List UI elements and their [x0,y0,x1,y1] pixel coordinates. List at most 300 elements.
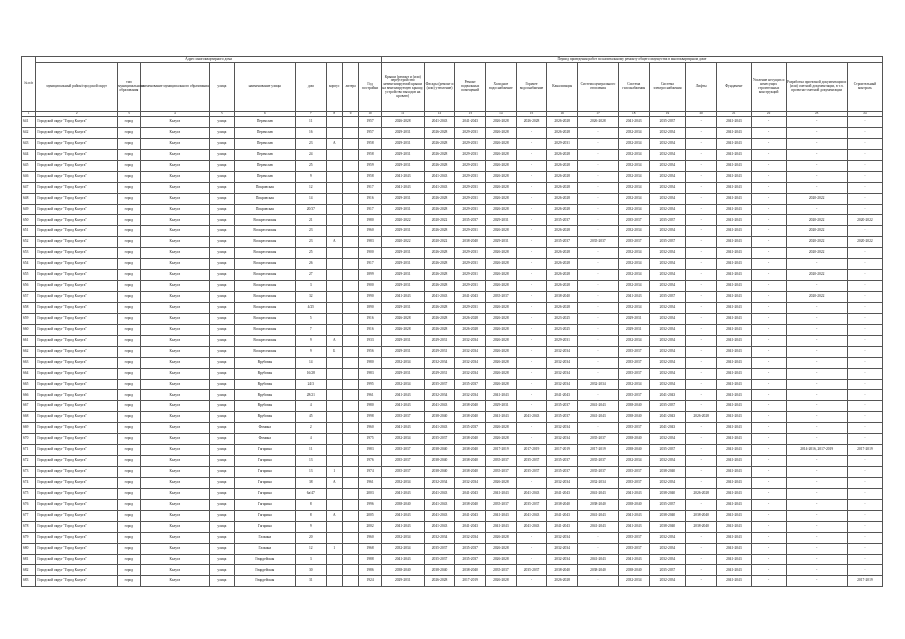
table-cell [326,412,342,423]
table-cell: 657 [22,292,36,303]
table-cell: 2029-2031 [381,302,424,313]
table-cell: - [847,127,882,138]
table-cell: Б [326,346,342,357]
table-cell: - [686,324,717,335]
table-row [22,215,883,226]
table-cell: 2032-2034 [618,182,649,193]
table-cell: 2041-2043 [717,138,752,149]
table-cell: 23 [295,237,326,248]
table-cell: 2029-2031 [547,335,578,346]
col-header-cold-water: Холодное водоснабжение [486,63,517,112]
table-cell [342,401,358,412]
column-number-cell: 17 [578,112,619,117]
table-cell: Покровская [234,182,295,193]
table-cell: 3 [295,281,326,292]
table-cell: 2035-2037 [516,565,547,576]
table-cell: - [686,204,717,215]
table-cell: - [578,193,619,204]
table-cell: Переяслав [234,117,295,128]
table-cell: 2032-2034 [547,346,578,357]
table-cell: 2035-2037 [649,401,686,412]
table-cell: Городской округ "Город Калуга" [36,445,118,456]
table-cell: улица [210,434,235,445]
table-cell: Городской округ "Город Калуга" [36,401,118,412]
table-cell: - [786,281,847,292]
table-cell: 2032-2034 [547,477,578,488]
table-cell: - [847,270,882,281]
table-cell: - [847,499,882,510]
table-cell: - [751,171,786,182]
table-cell [342,117,358,128]
table-cell: 2041-2043 [424,171,455,182]
table-cell [342,499,358,510]
table-cell: А [326,237,342,248]
table-cell: - [686,357,717,368]
table-cell: 2032-2034 [547,379,578,390]
table-row [22,434,883,445]
table-cell: 2041-2043 [424,182,455,193]
table-cell: 669 [22,423,36,434]
table-cell: 2032-2034 [649,160,686,171]
table-cell: 2026-2028 [424,302,455,313]
table-cell: 2041-2043 [618,521,649,532]
table-cell: улица [210,445,235,456]
column-number-cell: 12 [424,112,455,117]
table-cell: город [118,565,140,576]
table-cell: 1980 [359,401,381,412]
table-cell: - [578,335,619,346]
table-cell: 2020-2022 [786,270,847,281]
table-cell: Калуга [140,117,210,128]
table-cell [342,357,358,368]
table-cell: - [847,313,882,324]
table-cell: 2026-2028 [486,576,517,587]
table-cell: 2041-2043 [717,434,752,445]
table-cell: - [516,149,547,160]
table-cell: 2029-2031 [381,281,424,292]
table-cell: 2026-2028 [578,117,619,128]
table-cell: - [751,324,786,335]
table-row [22,335,883,346]
table-cell: город [118,248,140,259]
table-cell: 2035-2037 [486,467,517,478]
table-cell: город [118,357,140,368]
table-cell: - [578,138,619,149]
table-cell: 2026-2028 [486,346,517,357]
table-cell: 2026-2028 [486,324,517,335]
table-cell: - [751,248,786,259]
table-cell [326,456,342,467]
table-cell: 2032-2034 [381,477,424,488]
table-cell: Воскресенская [234,215,295,226]
table-cell: - [847,335,882,346]
table-cell [326,248,342,259]
table-cell: Городской округ "Город Калуга" [36,390,118,401]
table-cell: - [847,543,882,554]
table-cell: Городской округ "Город Калуга" [36,160,118,171]
table-cell: 9 [295,171,326,182]
table-cell: 2032-2034 [455,346,486,357]
table-cell: улица [210,171,235,182]
table-cell: 2038-2040 [424,456,455,467]
table-cell: 2032-2034 [424,477,455,488]
table-cell: - [786,302,847,313]
table-cell: Калуга [140,138,210,149]
table-cell: 2026-2028 [424,270,455,281]
table-cell: 2032-2034 [547,554,578,565]
table-cell: 1900 [359,281,381,292]
table-cell: 2032-2034 [547,532,578,543]
table-cell: 2041-2043 [717,576,752,587]
table-cell: 2026-2028 [486,204,517,215]
column-number-cell: 23 [786,112,847,117]
column-number-cell: 14 [486,112,517,117]
table-cell: - [578,171,619,182]
table-cell: 2041-2043 [424,521,455,532]
table-cell: - [578,259,619,270]
table-cell: 682 [22,565,36,576]
table-cell: 2026-2028 [424,281,455,292]
table-row [22,412,883,423]
table-cell: Калуга [140,193,210,204]
table-cell: 2029-2031 [455,193,486,204]
table-cell: 2035-2037 [578,467,619,478]
table-cell: 2029-2031 [381,193,424,204]
table-cell [342,565,358,576]
table-cell: 2041-2043 [486,510,517,521]
table-cell: 1961 [359,477,381,488]
table-cell: 1917 [359,204,381,215]
column-number-cell: 6 [234,112,295,117]
table-cell: Врубовая [234,357,295,368]
table-cell: 2026-2028 [424,138,455,149]
table-cell: - [847,456,882,467]
table-cell: 1924 [359,576,381,587]
table-cell: - [751,510,786,521]
table-cell: город [118,160,140,171]
table-cell: город [118,281,140,292]
table-cell: - [516,379,547,390]
table-cell: 2038-2040 [381,565,424,576]
table-cell: 2041-2043 [717,171,752,182]
table-cell: - [516,302,547,313]
table-cell: 2029-2031 [486,237,517,248]
table-cell [326,379,342,390]
table-cell: улица [210,554,235,565]
table-cell: 2032-2034 [649,346,686,357]
table-cell: 2032-2034 [618,226,649,237]
table-cell: Калуга [140,412,210,423]
col-header-building: корпус [326,63,342,112]
table-cell: город [118,204,140,215]
table-cell: 2038-2040 [424,445,455,456]
table-cell: - [751,379,786,390]
table-cell: - [686,281,717,292]
table-cell: улица [210,259,235,270]
table-cell: - [516,401,547,412]
table-cell: Гагарина [234,510,295,521]
table-cell: 2029-2031 [381,576,424,587]
table-cell: город [118,456,140,467]
table-cell: - [516,554,547,565]
table-cell [326,182,342,193]
table-cell: - [847,379,882,390]
table-cell: 2041-2043 [381,182,424,193]
table-cell: - [686,302,717,313]
table-cell: - [751,390,786,401]
table-cell: 32 [295,292,326,303]
table-cell: 1957 [359,127,381,138]
table-cell: 2032-2034 [649,313,686,324]
col-header-roofs: Крыши (ремонт и (или) переустройство невентилируемой крыши на вентилируемую крышу, устройство выходов на кровлю) [381,63,424,112]
table-cell: Воскресенская [234,259,295,270]
table-cell: 2035-2037 [649,445,686,456]
table-cell: 2035-2037 [516,467,547,478]
table-cell: 2041-2043 [717,510,752,521]
table-cell: 2032-2034 [424,532,455,543]
table-cell: 1958 [359,138,381,149]
table-cell [342,423,358,434]
table-cell: 2041-2043 [424,499,455,510]
table-cell: Врубовая [234,379,295,390]
table-cell: 2038-2040 [618,434,649,445]
table-cell: 2035-2037 [516,499,547,510]
table-cell: 20 [295,532,326,543]
table-cell: 1975 [359,434,381,445]
table-cell [326,204,342,215]
table-cell: Калуга [140,335,210,346]
table-cell: - [578,576,619,587]
table-cell: 14 [295,193,326,204]
table-cell: Городской округ "Город Калуга" [36,281,118,292]
table-cell: 2041-2043 [455,488,486,499]
table-cell: Калуга [140,510,210,521]
table-cell: - [847,554,882,565]
col-header-hot-water: Горячее водоснабжение [516,63,547,112]
table-cell: - [516,423,547,434]
table-cell: А [326,335,342,346]
table-cell: - [751,281,786,292]
table-cell: город [118,467,140,478]
table-cell [326,149,342,160]
table-cell: город [118,270,140,281]
table-cell: Городской округ "Город Калуга" [36,346,118,357]
table-cell: 2035-2037 [618,346,649,357]
group-header-periods: Период проведения работ по капитальному ремонту общего имущества в многоквартирном доме [381,57,882,63]
table-cell: улица [210,117,235,128]
table-cell: 1916 [359,324,381,335]
table-cell: - [847,346,882,357]
table-cell: 2032-2034 [618,204,649,215]
table-cell: 2026-2028 [486,302,517,313]
table-cell: 2020-2022 [424,237,455,248]
table-row [22,565,883,576]
table-cell: - [786,423,847,434]
table-cell: город [118,379,140,390]
table-cell: 2035-2037 [618,467,649,478]
table-cell: Калуга [140,259,210,270]
table-cell: 647 [22,182,36,193]
table-cell: - [516,248,547,259]
table-cell: - [578,149,619,160]
table-cell: 2032-2034 [381,357,424,368]
table-cell [342,521,358,532]
table-cell: 2041-2043 [486,390,517,401]
table-cell: 1956 [359,346,381,357]
table-cell: 2020-2022 [786,193,847,204]
table-cell: 2035-2037 [424,543,455,554]
table-cell: Переяслав [234,127,295,138]
table-cell: город [118,215,140,226]
table-cell: улица [210,292,235,303]
table-cell: 2 [295,423,326,434]
table-cell: 2029-2031 [381,259,424,270]
table-cell: Калуга [140,302,210,313]
table-cell: 2020-2022 [786,292,847,303]
table-cell [326,554,342,565]
table-cell: 2035-2037 [424,554,455,565]
table-cell: 2035-2037 [618,477,649,488]
table-cell: Городской округ "Город Калуга" [36,215,118,226]
table-cell: 2041-2043 [455,521,486,532]
table-cell: 2035-2037 [455,423,486,434]
table-cell: 2041-2043 [486,521,517,532]
table-cell: - [578,182,619,193]
table-cell: 2035-2037 [618,237,649,248]
table-row [22,248,883,259]
table-cell: 2014-2016, 2017-2019 [786,445,847,456]
table-cell: город [118,368,140,379]
table-cell: 2035-2037 [486,456,517,467]
table-cell: - [686,499,717,510]
table-cell: 2032-2034 [547,423,578,434]
table-cell: город [118,127,140,138]
table-cell: 20/37 [295,204,326,215]
table-cell: 2026-2028 [424,160,455,171]
table-cell: 2041-2043 [717,302,752,313]
table-cell [326,324,342,335]
table-cell: - [686,565,717,576]
table-cell: 2026-2028 [424,204,455,215]
table-cell: 2026-2028 [547,182,578,193]
table-cell: 2032-2034 [455,335,486,346]
table-cell: 2026-2028 [547,193,578,204]
table-cell: Городской округ "Город Калуга" [36,324,118,335]
table-cell: 16/28 [295,368,326,379]
table-row [22,313,883,324]
table-cell: 2026-2028 [547,204,578,215]
table-cell: 2035-2037 [578,237,619,248]
table-cell: 2032-2034 [618,138,649,149]
table-cell: 2041-2043 [516,412,547,423]
table-cell: - [751,270,786,281]
table-cell [342,368,358,379]
table-cell: - [686,477,717,488]
table-cell: 2041-2043 [717,335,752,346]
table-row [22,357,883,368]
table-cell: 4 [295,401,326,412]
table-cell: 2026-2028 [686,488,717,499]
table-cell: 2038-2040 [618,401,649,412]
table-cell: - [516,127,547,138]
table-cell: - [847,281,882,292]
table-cell: - [686,215,717,226]
table-cell: 2041-2043 [516,510,547,521]
table-cell: - [751,226,786,237]
table-cell: 8 [295,499,326,510]
col-header-electricity: Система электроснабжения [649,63,686,112]
table-cell: Калуга [140,554,210,565]
table-cell: 2026-2028 [547,248,578,259]
table-cell: - [578,302,619,313]
table-cell: - [686,434,717,445]
table-cell: 13 [295,456,326,467]
table-cell: 664 [22,368,36,379]
table-cell: Калуга [140,324,210,335]
table-cell: Калуга [140,445,210,456]
column-number-cell: 19 [649,112,686,117]
table-cell: - [686,237,717,248]
table-cell: - [578,127,619,138]
table-cell: 2035-2037 [547,412,578,423]
table-cell: 2026-2028 [516,117,547,128]
table-cell: 2032-2034 [649,368,686,379]
table-cell: 2029-2031 [381,204,424,215]
table-cell: 2026-2028 [486,226,517,237]
table-cell: - [578,313,619,324]
table-cell: Калуга [140,226,210,237]
table-cell: Калуга [140,149,210,160]
table-cell: - [847,292,882,303]
table-cell: 2026-2028 [486,379,517,390]
table-cell: 2041-2043 [717,127,752,138]
table-cell: 2035-2037 [578,434,619,445]
table-cell: 2041-2043 [486,412,517,423]
table-cell: 1960 [359,532,381,543]
table-cell: 2041-2043 [424,423,455,434]
table-cell: 11 [295,445,326,456]
table-cell: - [786,412,847,423]
table-cell: - [847,423,882,434]
table-cell: 2041-2043 [381,171,424,182]
table-cell: - [686,401,717,412]
table-cell: Калуга [140,477,210,488]
table-cell: 2032-2034 [649,576,686,587]
table-cell: 2032-2034 [649,434,686,445]
table-cell: 2038-2040 [547,565,578,576]
table-cell: 2029-2031 [424,368,455,379]
table-cell: - [786,576,847,587]
table-cell: город [118,521,140,532]
table-cell: Городской округ "Город Калуга" [36,302,118,313]
table-cell: Городской округ "Город Калуга" [36,488,118,499]
table-cell: - [847,532,882,543]
table-cell: - [686,456,717,467]
table-cell: 2032-2034 [618,160,649,171]
table-cell: Городской округ "Город Калуга" [36,171,118,182]
table-cell [326,292,342,303]
table-cell: 2041-2043 [516,521,547,532]
table-cell: - [847,368,882,379]
table-cell: Гвардейская [234,565,295,576]
table-cell: 2032-2034 [649,477,686,488]
table-cell: 1983 [359,368,381,379]
table-cell: - [751,554,786,565]
col-header-number: № п/п [22,57,36,112]
table-cell: 27 [295,270,326,281]
table-cell: 2026-2028 [486,160,517,171]
table-cell: 2026-2028 [486,281,517,292]
